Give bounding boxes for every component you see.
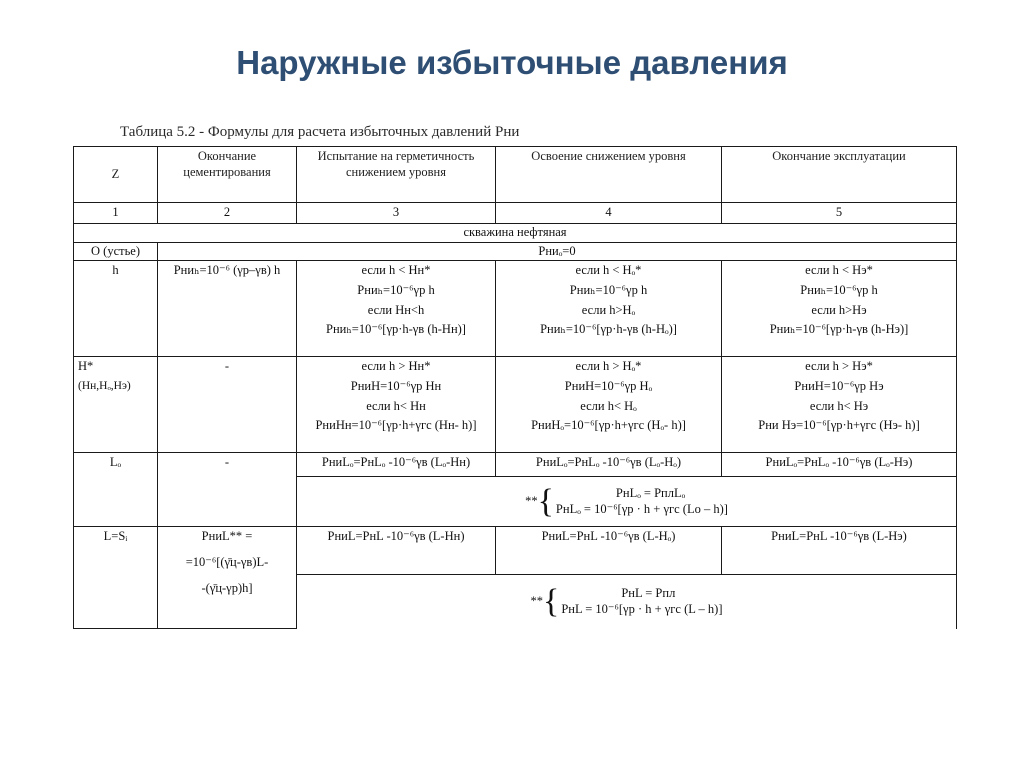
formula-line: если h>Hэ (811, 302, 867, 317)
formula-line: если h < Hₒ* (575, 263, 642, 278)
formula-cell: Рниₒ=0 (158, 242, 957, 261)
formula-line: РнL = 10⁻⁶[γр · h + γгс (L – h)] (561, 602, 723, 616)
formula-cell: РниLₒ=РнLₒ -10⁻⁶γв (Lₒ-Hэ) (722, 453, 957, 477)
table-row (74, 242, 957, 261)
system-cell (297, 575, 957, 629)
formula-table (73, 146, 957, 629)
formula-cell: - (158, 453, 297, 527)
brace-icon: { (542, 583, 560, 620)
column-number-row (74, 203, 957, 224)
formula-line: если h > Hₒ* (575, 359, 642, 374)
formula-line: если h< Hₒ (580, 398, 637, 413)
formula-line: если h < Hн* (361, 263, 431, 278)
table-row (74, 453, 957, 477)
formula-line: если Hн<h (367, 302, 425, 317)
formula-cell: Рниₕ=10⁻⁶ (γр–γв) h (158, 261, 297, 357)
formula-line: =10⁻⁶[(γ̄ц-γв)L- (185, 554, 269, 569)
formula-line: Рниₕ=10⁻⁶γр h (569, 282, 648, 297)
row-label-line: (Hн,Hₒ,Hэ) (78, 379, 131, 392)
column-number: 2 (158, 203, 297, 224)
row-label (74, 357, 158, 453)
formula-line: РниН=10⁻⁶γр Hн (350, 378, 442, 393)
formula-line: РниНₒ=10⁻⁶[γр·h+γгс (Hₒ- h)] (531, 418, 686, 433)
table-row (74, 261, 957, 357)
formula-line: если h< Hэ (809, 398, 869, 413)
formula-line: Рниₕ=10⁻⁶[γр·h-γв (h-Hн)] (326, 322, 466, 337)
equation-system (525, 482, 728, 520)
column-number: 4 (496, 203, 722, 224)
formula-line: -(γ̄ц-γр)h] (201, 580, 253, 595)
row-label: Lₒ (74, 453, 158, 527)
formula-line: Рни Нэ=10⁻⁶[γр·h+γгс (Hэ- h)] (758, 418, 920, 433)
footnote-mark: ** (525, 493, 538, 508)
formula-cell (297, 261, 496, 357)
formula-line: Рниₕ=10⁻⁶γр h (357, 282, 435, 297)
formula-line: если h > Hэ* (805, 359, 873, 374)
formula-cell: - (158, 357, 297, 453)
formula-cell (722, 357, 957, 453)
formula-cell: РниLₒ=РнLₒ -10⁻⁶γв (Lₒ-Hн) (297, 453, 496, 477)
well-type-label: скважина нефтяная (74, 224, 957, 243)
formula-line: если h > Hн* (361, 359, 431, 374)
formula-line: РнLₒ = 10⁻⁶[γр · h + γгс (Lo – h)] (555, 501, 728, 516)
equation-system (530, 585, 722, 619)
formula-line: Рниₕ=10⁻⁶γр h (800, 282, 878, 297)
formula-cell (496, 357, 722, 453)
formula-line: Рниₕ=10⁻⁶[γр·h-γв (h-Hₒ)] (540, 322, 677, 337)
column-number: 3 (297, 203, 496, 224)
table-row (74, 357, 957, 453)
header-cell: Освоение снижением уровня (496, 147, 722, 203)
formula-line: если h < Hэ* (805, 263, 873, 278)
column-number: 5 (722, 203, 957, 224)
formula-line: РниН=10⁻⁶γр Hₒ (564, 378, 653, 393)
formula-line: РнLₒ = РплLₒ (615, 486, 686, 501)
header-cell: Z (74, 147, 158, 203)
formula-cell: РниL=РнL -10⁻⁶γв (L-Hн) (297, 527, 496, 575)
formula-line: РнL = Рпл (621, 586, 676, 601)
table-row (74, 527, 957, 575)
formula-cell (722, 261, 957, 357)
formula-line: РниL** = (201, 529, 253, 544)
header-row (74, 147, 957, 203)
column-number: 1 (74, 203, 158, 224)
header-cell: Окончание цементирования (158, 147, 297, 203)
system-cell (297, 477, 957, 527)
formula-line: если h< Hн (366, 398, 426, 413)
formula-cell (158, 527, 297, 629)
row-label-line: H* (78, 359, 94, 374)
formula-line: РниНн=10⁻⁶[γр·h+γгс (Hн- h)] (315, 418, 477, 433)
row-label: h (74, 261, 158, 357)
row-label: О (устье) (74, 242, 158, 261)
footnote-mark: ** (530, 594, 543, 609)
formula-line: Рниₕ=10⁻⁶[γр·h-γв (h-Hэ)] (769, 322, 909, 337)
row-label: L=Sᵢ (74, 527, 158, 629)
header-cell: Окончание эксплуатации (722, 147, 957, 203)
formula-cell: РниL=РнL -10⁻⁶γв (L-Hэ) (722, 527, 957, 575)
formula-line: РниН=10⁻⁶γр Hэ (794, 378, 884, 393)
formula-cell (297, 357, 496, 453)
well-type-row (74, 224, 957, 243)
formula-cell: РниL=РнL -10⁻⁶γв (L-Hₒ) (496, 527, 722, 575)
table-caption: Таблица 5.2 - Формулы для расчета избыточных давлений Рни (120, 124, 520, 140)
formula-line: если h>Hₒ (581, 302, 636, 317)
header-cell: Испытание на герметичность снижением уровня (297, 147, 496, 203)
brace-icon: { (537, 482, 554, 520)
slide-title: Наружные избыточные давления (236, 44, 788, 81)
formula-cell (496, 261, 722, 357)
formula-cell: РниLₒ=РнLₒ -10⁻⁶γв (Lₒ-Hₒ) (496, 453, 722, 477)
